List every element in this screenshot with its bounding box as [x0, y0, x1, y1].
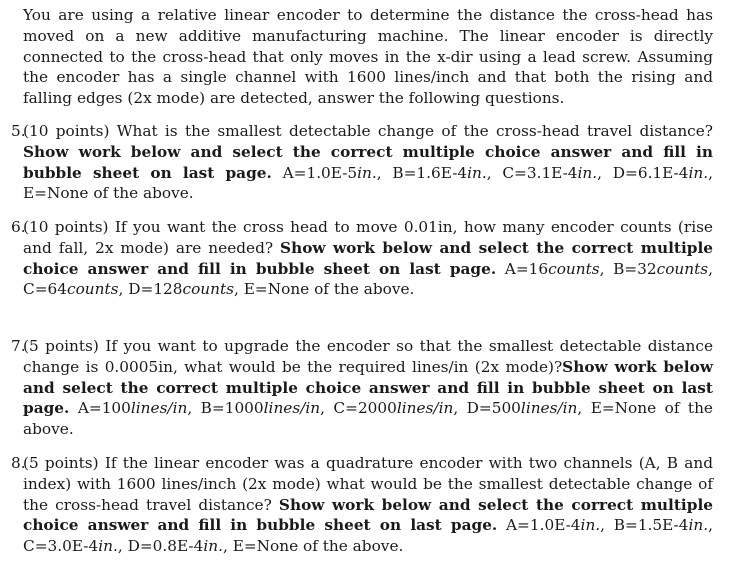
question-8: [11, 453, 713, 557]
option-e: E=None of the above.: [23, 184, 194, 203]
option-b: B=1.5E-4in.,: [613, 516, 713, 535]
option-a: A=1.0E-4in.,: [506, 516, 606, 535]
question-lead: (5 points) If the linear encoder was a quadrature encoder with two channels (A, B and index) with 1600 lines/inch (2x mode) what would be the smallest detectable change of the cross-head travel distance?: [23, 454, 713, 514]
option-e: E=None of the above.: [23, 399, 713, 439]
option-d: D=128counts,: [128, 280, 239, 299]
question-7: [11, 336, 713, 440]
question-number: 6.: [11, 218, 26, 236]
question-instruction: Show work below and select the correct multiple choice answer and fill in bubble sheet on last page.: [23, 357, 713, 418]
option-c: C=2000lines/in,: [333, 399, 459, 418]
option-a: A=1.0E-5in.,: [282, 163, 382, 182]
option-c: C=3.1E-4in.,: [502, 163, 603, 182]
option-e: E=None of the above.: [243, 280, 415, 299]
question-instruction: Show work below and select the correct multiple choice answer and fill in bubble sheet on last page.: [23, 142, 713, 182]
question-lead: (10 points) If you want the cross head to move 0.01in, how many encoder counts (rise and fall, 2x mode) are needed?: [23, 218, 713, 257]
option-d: D=6.1E-4in.,: [612, 163, 713, 182]
option-c: C=64counts,: [23, 280, 124, 299]
option-c: C=3.0E-4in.,: [23, 537, 123, 556]
option-d: D=0.8E-4in.,: [127, 537, 228, 556]
question-5: [11, 121, 713, 204]
option-e: E=None of the above.: [232, 537, 404, 556]
question-instruction: Show work below and select the correct multiple choice answer and fill in bubble sheet on last page.: [23, 495, 713, 535]
intro-paragraph: You are using a relative linear encoder to determine the distance the cross-head has moved on a new additive manufacturing machine. The linear encoder is directly connected to the cross-head that only moves in the x-dir using a lead screw. Assuming the encoder has a single channel with 1600 lines/inch and that both the rising and falling edges (2x mode) are detected, answer the following questions.: [23, 6, 713, 108]
option-a: A=100lines/in,: [77, 399, 193, 418]
question-instruction: Show work below and select the correct multiple choice answer and fill in bubble sheet on last page.: [23, 238, 713, 278]
option-b: B=1000lines/in,: [200, 399, 325, 418]
question-6: [11, 217, 713, 300]
option-b: B=1.6E-4in.,: [392, 163, 492, 182]
option-d: D=500lines/in,: [466, 399, 583, 418]
question-number: 7.: [11, 337, 26, 355]
option-b: B=32counts,: [613, 259, 713, 278]
question-number: 8.: [11, 454, 26, 472]
option-a: A=16counts,: [504, 259, 605, 278]
question-lead: (5 points) If you want to upgrade the encoder so that the smallest detectable distance change is 0.0005in, what would be the required lines/in (2x mode)?: [23, 337, 713, 376]
question-lead: (10 points) What is the smallest detectable change of the cross-head travel distance?: [23, 122, 713, 140]
question-number: 5.: [11, 122, 26, 140]
